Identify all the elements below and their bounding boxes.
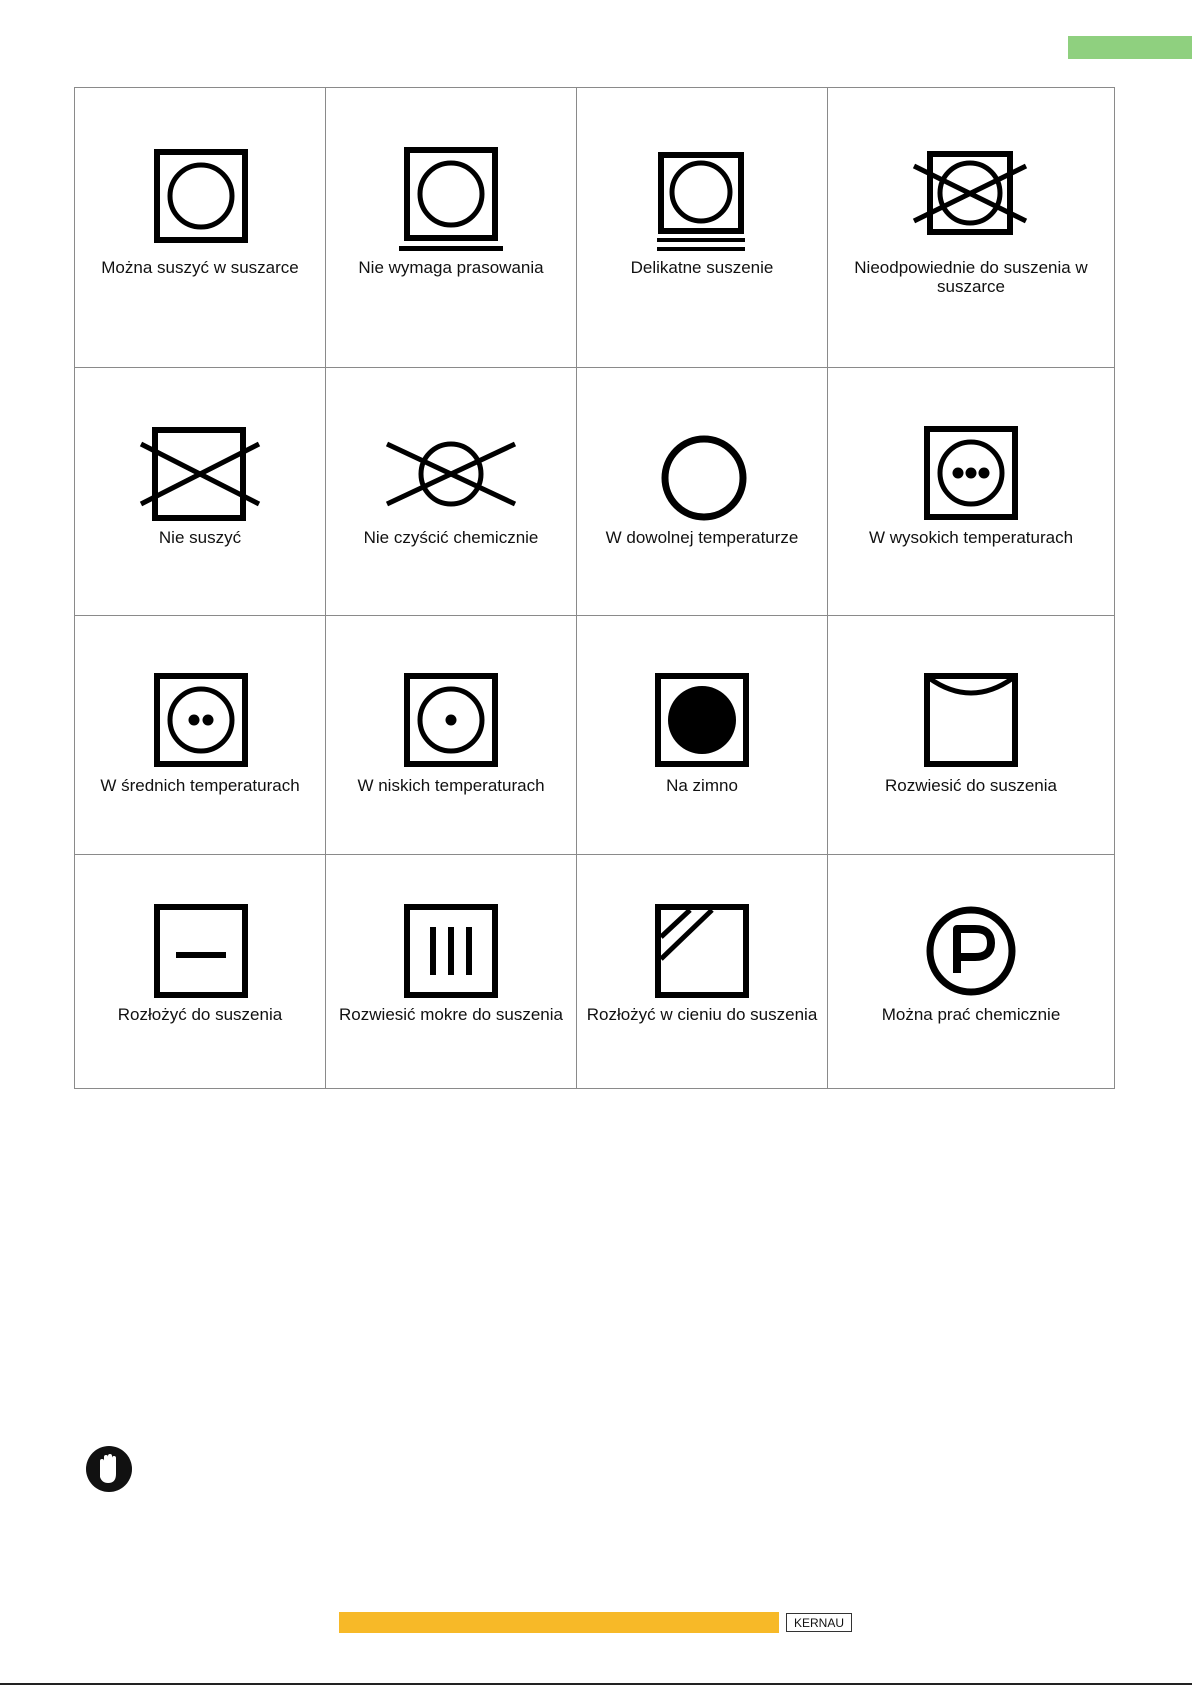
page-tab-marker xyxy=(1068,36,1192,59)
symbol-cell xyxy=(75,88,326,368)
symbol-cell xyxy=(828,88,1115,368)
cold-icon xyxy=(642,616,762,776)
do-not-dry-icon xyxy=(135,368,265,528)
footer-bar xyxy=(339,1612,779,1633)
symbol-label: Nie czyścić chemicznie xyxy=(363,528,539,547)
symbol-label: Na zimno xyxy=(666,776,738,795)
symbol-cell xyxy=(577,88,828,368)
drip-dry-icon xyxy=(391,855,511,1005)
no-dry-clean-icon xyxy=(381,368,521,528)
symbol-cell xyxy=(75,855,326,1089)
no-iron-needed-icon xyxy=(391,88,511,258)
symbol-label: W dowolnej temperaturze xyxy=(605,528,799,547)
dry-flat-icon xyxy=(140,855,260,1005)
symbol-cell xyxy=(828,616,1115,855)
dry-in-shade-icon xyxy=(642,855,762,1005)
symbol-cell xyxy=(828,368,1115,616)
brand-logo: KERNAU xyxy=(786,1613,852,1632)
symbol-cell xyxy=(577,616,828,855)
dry-clean-p-icon xyxy=(911,855,1031,1005)
symbol-label: Nieodpowiednie do suszenia w suszarce xyxy=(854,258,1088,296)
tumble-dry-icon xyxy=(140,88,260,258)
delicate-dry-icon xyxy=(642,88,762,258)
symbol-cell xyxy=(326,88,577,368)
symbol-cell xyxy=(577,855,828,1089)
symbol-label: Delikatne suszenie xyxy=(630,258,774,277)
symbol-cell xyxy=(326,368,577,616)
symbol-label: W niskich temperaturach xyxy=(357,776,545,795)
hand-stop-icon xyxy=(85,1445,133,1493)
symbol-label: Nie wymaga prasowania xyxy=(358,258,544,277)
care-symbols-table xyxy=(74,87,1115,1089)
line-dry-icon xyxy=(911,616,1031,776)
low-temp-icon xyxy=(391,616,511,776)
symbol-label: Nie suszyć xyxy=(158,528,242,547)
symbol-label: W wysokich temperaturach xyxy=(868,528,1074,547)
no-tumble-dry-icon xyxy=(906,88,1036,258)
symbol-label: Można suszyć w suszarce xyxy=(101,258,299,277)
symbol-label: Rozłożyć w cieniu do suszenia xyxy=(586,1005,818,1024)
circle-icon xyxy=(642,368,762,528)
symbol-cell xyxy=(326,616,577,855)
high-temp-icon xyxy=(911,368,1031,528)
symbol-cell xyxy=(828,855,1115,1089)
symbol-label: Rozwiesić mokre do suszenia xyxy=(339,1005,563,1024)
medium-temp-icon xyxy=(140,616,260,776)
symbol-cell xyxy=(75,616,326,855)
symbol-label: Rozwiesić do suszenia xyxy=(885,776,1057,795)
symbol-label: Można prać chemicznie xyxy=(881,1005,1061,1024)
symbol-label: W średnich temperaturach xyxy=(100,776,300,795)
symbol-cell xyxy=(577,368,828,616)
symbol-cell xyxy=(75,368,326,616)
symbol-cell xyxy=(326,855,577,1089)
symbol-label: Rozłożyć do suszenia xyxy=(117,1005,283,1024)
